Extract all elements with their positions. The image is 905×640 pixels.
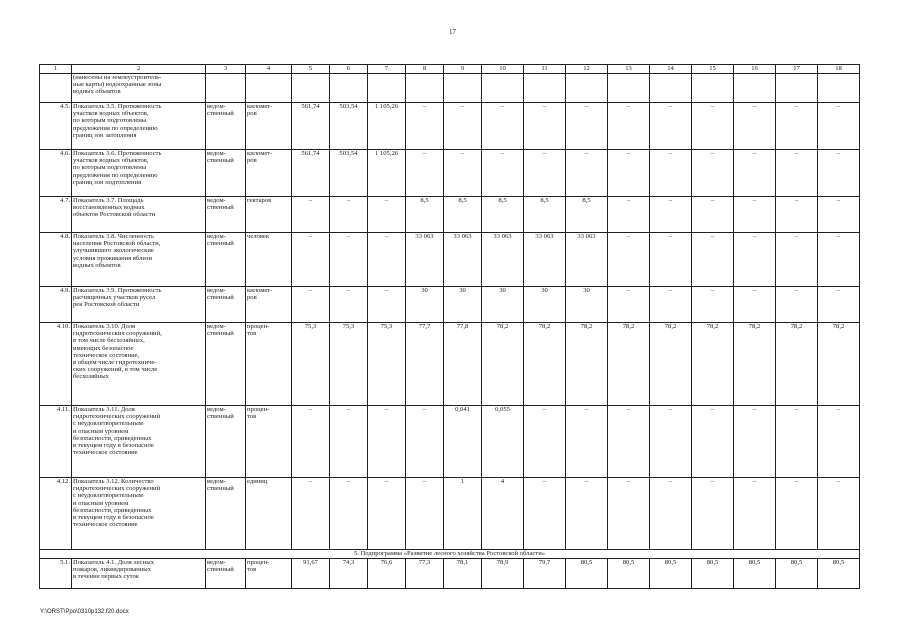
value-cell: – xyxy=(292,233,330,287)
value-cell: – xyxy=(368,233,406,287)
value-cell: 1 105,26 xyxy=(368,150,406,197)
value-cell: 33 063 xyxy=(444,233,482,287)
indicator-row xyxy=(40,559,860,589)
value-cell: – xyxy=(650,197,692,233)
value-cell: 78,2 xyxy=(482,323,524,406)
value-cell: – xyxy=(330,478,368,550)
indicator-name-cell: Показатель 3.11. Доля гидротехнических сооружений с неудовлетворительным и опасным уровнем безопасности, приведенных в текущем году в безопасное техническое состояние xyxy=(72,406,206,478)
value-cell: – xyxy=(368,197,406,233)
file-path-footer: Y:\ORST\Ppo\0310p132.f20.docx xyxy=(40,609,129,615)
column-number-7: 7 xyxy=(368,65,406,74)
column-number-2: 2 xyxy=(72,65,206,74)
row-number-cell: 4.11. xyxy=(40,406,72,478)
value-cell: 8,5 xyxy=(524,197,566,233)
value-cell: – xyxy=(368,478,406,550)
value-cell: 78,2 xyxy=(734,323,776,406)
column-number-15: 15 xyxy=(692,65,734,74)
value-cell: 33 063 xyxy=(566,233,608,287)
value-cell xyxy=(406,74,444,103)
value-cell: – xyxy=(292,287,330,323)
indicator-row xyxy=(40,150,860,197)
value-cell: – xyxy=(608,233,650,287)
value-cell: – xyxy=(692,406,734,478)
row-number-cell: 4.6. xyxy=(40,150,72,197)
value-cell: – xyxy=(776,103,818,150)
column-number-4: 4 xyxy=(246,65,292,74)
page-number: 17 xyxy=(449,28,456,36)
value-cell: – xyxy=(524,478,566,550)
value-cell: – xyxy=(734,150,776,197)
unit-cell: километ- ров xyxy=(246,150,292,197)
row-number-cell: 4.12. xyxy=(40,478,72,550)
value-cell: – xyxy=(482,103,524,150)
value-cell: 80,5 xyxy=(692,559,734,589)
unit-cell: процен- тов xyxy=(246,323,292,406)
indicator-row xyxy=(40,406,860,478)
value-cell: 30 xyxy=(444,287,482,323)
value-cell xyxy=(524,74,566,103)
indicator-type-cell: ведом- ственный xyxy=(206,559,246,589)
value-cell: – xyxy=(692,287,734,323)
value-cell: – xyxy=(818,103,860,150)
column-number-8: 8 xyxy=(406,65,444,74)
value-cell: 78,2 xyxy=(524,323,566,406)
value-cell: – xyxy=(734,197,776,233)
column-number-16: 16 xyxy=(734,65,776,74)
value-cell xyxy=(246,74,292,103)
value-cell: – xyxy=(566,478,608,550)
indicator-type-cell: ведом- ственный xyxy=(206,323,246,406)
value-cell: – xyxy=(650,150,692,197)
indicator-row xyxy=(40,103,860,150)
value-cell: 8,5 xyxy=(566,197,608,233)
value-cell: 78,1 xyxy=(444,559,482,589)
value-cell: 79,7 xyxy=(524,559,566,589)
value-cell: – xyxy=(818,197,860,233)
value-cell: – xyxy=(406,406,444,478)
value-cell: – xyxy=(292,406,330,478)
value-cell: 0,055 xyxy=(482,406,524,478)
value-cell: – xyxy=(818,478,860,550)
value-cell: – xyxy=(566,150,608,197)
value-cell: – xyxy=(692,150,734,197)
value-cell: – xyxy=(734,478,776,550)
indicator-type-cell: ведом- ственный xyxy=(206,233,246,287)
value-cell: 78,2 xyxy=(650,323,692,406)
value-cell: – xyxy=(608,406,650,478)
row-number-cell: 4.7. xyxy=(40,197,72,233)
value-cell: – xyxy=(776,197,818,233)
indicators-table xyxy=(39,64,860,589)
row-number-cell: 5.1. xyxy=(40,559,72,589)
value-cell: 77,3 xyxy=(406,559,444,589)
value-cell: 33 063 xyxy=(406,233,444,287)
column-number-14: 14 xyxy=(650,65,692,74)
indicator-type-cell: ведом- ственный xyxy=(206,287,246,323)
value-cell: 78,2 xyxy=(692,323,734,406)
indicator-name-cell: (нанесены на землеустроитель- ные карты) водоохранные зоны водных объектов xyxy=(72,74,206,103)
value-cell xyxy=(734,74,776,103)
section-row xyxy=(40,550,860,559)
value-cell: 80,5 xyxy=(734,559,776,589)
value-cell: – xyxy=(734,406,776,478)
value-cell: – xyxy=(406,150,444,197)
column-number-17: 17 xyxy=(776,65,818,74)
value-cell: – xyxy=(368,287,406,323)
value-cell: 75,3 xyxy=(292,323,330,406)
value-cell: – xyxy=(608,197,650,233)
value-cell: 77,7 xyxy=(406,323,444,406)
value-cell: 33 063 xyxy=(482,233,524,287)
value-cell: – xyxy=(818,233,860,287)
value-cell: – xyxy=(734,233,776,287)
unit-cell: километ- ров xyxy=(246,103,292,150)
row-number-cell xyxy=(40,74,72,103)
indicator-row xyxy=(40,478,860,550)
value-cell: 74,3 xyxy=(330,559,368,589)
column-number-18: 18 xyxy=(818,65,860,74)
value-cell xyxy=(650,74,692,103)
value-cell: – xyxy=(608,103,650,150)
indicator-row xyxy=(40,287,860,323)
value-cell: – xyxy=(330,287,368,323)
value-cell xyxy=(482,74,524,103)
value-cell: – xyxy=(406,478,444,550)
indicator-name-cell: Показатель 3.7. Площадь восстановленных водных объектов Ростовской области xyxy=(72,197,206,233)
value-cell: – xyxy=(734,287,776,323)
value-cell: – xyxy=(776,406,818,478)
value-cell: – xyxy=(818,150,860,197)
value-cell: – xyxy=(566,103,608,150)
value-cell: 80,5 xyxy=(566,559,608,589)
value-cell: 75,3 xyxy=(330,323,368,406)
column-number-10: 10 xyxy=(482,65,524,74)
value-cell: – xyxy=(692,233,734,287)
value-cell: – xyxy=(330,233,368,287)
value-cell xyxy=(692,74,734,103)
value-cell: – xyxy=(524,150,566,197)
value-cell: 77,8 xyxy=(444,323,482,406)
value-cell: 76,6 xyxy=(368,559,406,589)
value-cell: 80,5 xyxy=(650,559,692,589)
value-cell: 30 xyxy=(406,287,444,323)
value-cell: – xyxy=(776,150,818,197)
value-cell: – xyxy=(292,478,330,550)
indicator-name-cell: Показатель 3.12. Количество гидротехнических сооружений с неудовлетворительным и опасным уровнем безопасности, приведенных в текущем году в безопасное техническое состояние xyxy=(72,478,206,550)
column-number-13: 13 xyxy=(608,65,650,74)
value-cell: 1 105,26 xyxy=(368,103,406,150)
row-number-cell: 4.8. xyxy=(40,233,72,287)
indicator-type-cell: ведом- ственный xyxy=(206,103,246,150)
value-cell: 503,54 xyxy=(330,150,368,197)
indicator-type-cell: ведом- ственный xyxy=(206,406,246,478)
unit-cell: единиц xyxy=(246,478,292,550)
indicator-name-cell: Показатель 3.9. Протяженность расчищенных участков русел рек Ростовской области xyxy=(72,287,206,323)
column-number-6: 6 xyxy=(330,65,368,74)
value-cell: 30 xyxy=(566,287,608,323)
value-cell: 78,2 xyxy=(608,323,650,406)
value-cell: 80,5 xyxy=(818,559,860,589)
column-number-5: 5 xyxy=(292,65,330,74)
value-cell: – xyxy=(566,406,608,478)
value-cell: 80,5 xyxy=(608,559,650,589)
value-cell xyxy=(608,74,650,103)
value-cell xyxy=(566,74,608,103)
value-cell: 75,3 xyxy=(368,323,406,406)
value-cell: 8,5 xyxy=(406,197,444,233)
column-number-row xyxy=(40,65,860,74)
value-cell: 30 xyxy=(524,287,566,323)
indicator-type-cell: ведом- ственный xyxy=(206,197,246,233)
value-cell: – xyxy=(608,150,650,197)
value-cell: 4 xyxy=(482,478,524,550)
value-cell: – xyxy=(330,406,368,478)
unit-cell: человек xyxy=(246,233,292,287)
value-cell: – xyxy=(406,103,444,150)
unit-cell: гектаров xyxy=(246,197,292,233)
value-cell: 503,54 xyxy=(330,103,368,150)
value-cell: – xyxy=(776,478,818,550)
value-cell: – xyxy=(650,103,692,150)
value-cell: – xyxy=(524,406,566,478)
value-cell: 0,041 xyxy=(444,406,482,478)
indicator-name-cell: Показатель 4.1. Доля лесных пожаров, ликвидированных в течение первых суток xyxy=(72,559,206,589)
value-cell: – xyxy=(650,406,692,478)
indicator-name-cell: Показатель 3.5. Протяженность участков водных объектов, по которым подготовлены предложения по определению границ зон затопления xyxy=(72,103,206,150)
value-cell: – xyxy=(650,287,692,323)
value-cell: – xyxy=(692,103,734,150)
value-cell: – xyxy=(292,197,330,233)
indicator-name-cell: Показатель 3.8. Численность населения Ростовской области, улучшившего экологические условия проживания вблизи водных объектов xyxy=(72,233,206,287)
indicator-row xyxy=(40,197,860,233)
unit-cell: процен- тов xyxy=(246,406,292,478)
value-cell: – xyxy=(608,478,650,550)
value-cell: – xyxy=(776,233,818,287)
value-cell xyxy=(776,74,818,103)
value-cell: 78,2 xyxy=(818,323,860,406)
column-number-1: 1 xyxy=(40,65,72,74)
row-number-cell: 4.9. xyxy=(40,287,72,323)
value-cell: – xyxy=(444,150,482,197)
value-cell: – xyxy=(818,406,860,478)
value-cell: 8,5 xyxy=(482,197,524,233)
value-cell: – xyxy=(692,478,734,550)
column-number-9: 9 xyxy=(444,65,482,74)
value-cell xyxy=(292,74,330,103)
value-cell: 561,74 xyxy=(292,150,330,197)
unit-cell: километ- ров xyxy=(246,287,292,323)
indicator-name-cell: Показатель 3.10. Доля гидротехнических сооружений, в том числе бесхозяйных, имеющих безопасное техническое состояние, в общем числе гидротехниче- ских сооружений, в том числе бесхозяйных xyxy=(72,323,206,406)
indicator-row xyxy=(40,233,860,287)
value-cell xyxy=(206,74,246,103)
row-number-cell: 4.5. xyxy=(40,103,72,150)
indicator-row xyxy=(40,323,860,406)
value-cell: – xyxy=(734,103,776,150)
value-cell: – xyxy=(692,197,734,233)
indicator-name-cell: Показатель 3.6. Протяженность участков водных объектов, по которым подготовлены предложения по определению границ зон подтопления xyxy=(72,150,206,197)
column-number-3: 3 xyxy=(206,65,246,74)
value-cell: 80,5 xyxy=(776,559,818,589)
value-cell: – xyxy=(650,478,692,550)
value-cell: 8,5 xyxy=(444,197,482,233)
value-cell: – xyxy=(608,287,650,323)
value-cell xyxy=(368,74,406,103)
value-cell xyxy=(330,74,368,103)
column-number-11: 11 xyxy=(524,65,566,74)
value-cell xyxy=(818,74,860,103)
value-cell: 1 xyxy=(444,478,482,550)
value-cell: 561,74 xyxy=(292,103,330,150)
indicator-type-cell: ведом- ственный xyxy=(206,478,246,550)
value-cell xyxy=(444,74,482,103)
value-cell: – xyxy=(330,197,368,233)
value-cell: – xyxy=(818,287,860,323)
indicator-type-cell: ведом- ственный xyxy=(206,150,246,197)
value-cell: 78,2 xyxy=(776,323,818,406)
value-cell: – xyxy=(482,150,524,197)
unit-cell: процен- тов xyxy=(246,559,292,589)
value-cell: – xyxy=(444,103,482,150)
value-cell: 78,2 xyxy=(566,323,608,406)
value-cell: 33 063 xyxy=(524,233,566,287)
value-cell: 91,67 xyxy=(292,559,330,589)
column-number-12: 12 xyxy=(566,65,608,74)
value-cell: 78,9 xyxy=(482,559,524,589)
value-cell: – xyxy=(776,287,818,323)
section-title: 5. Подпрограмма «Развитие лесного хозяйства Ростовской области» xyxy=(40,550,860,559)
row-number-cell: 4.10. xyxy=(40,323,72,406)
continuation-row xyxy=(40,74,860,103)
value-cell: – xyxy=(524,103,566,150)
value-cell: 30 xyxy=(482,287,524,323)
value-cell: – xyxy=(650,233,692,287)
value-cell: – xyxy=(368,406,406,478)
